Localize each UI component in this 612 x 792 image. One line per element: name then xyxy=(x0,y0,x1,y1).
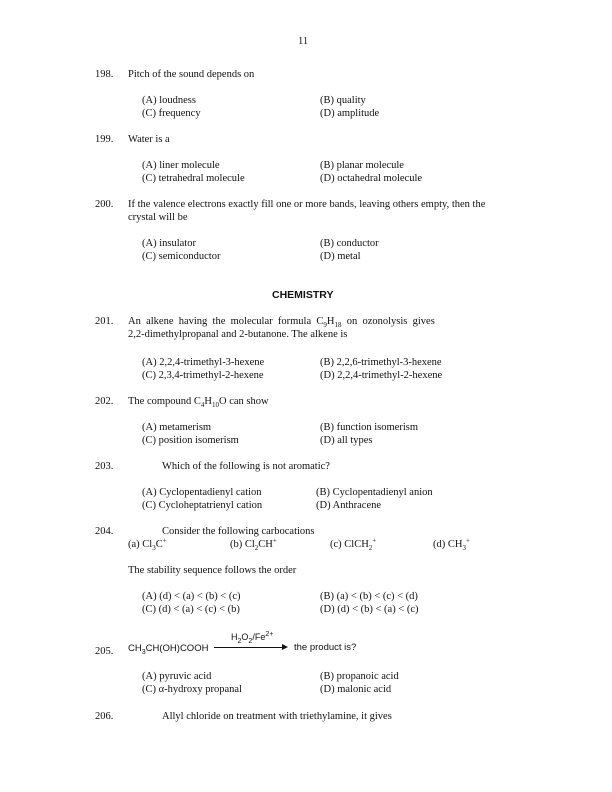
question-text: Pitch of the sound depends on xyxy=(128,69,255,80)
carbocation-a xyxy=(128,538,167,551)
option-d: (D) malonic acid xyxy=(320,684,392,695)
subscript: 3 xyxy=(462,544,466,553)
option-b: (B) 2,2,6-trimethyl-3-hexene xyxy=(320,357,442,368)
option-b: (B) Cyclopentadienyl anion xyxy=(316,487,433,498)
option-c: (C) 2,3,4-trimethyl-2-hexene xyxy=(142,370,264,381)
option-a: (A) metamerism xyxy=(142,422,212,433)
option-d: (D) all types xyxy=(320,435,373,446)
superscript: + xyxy=(465,536,470,545)
question-number: 200. xyxy=(95,199,114,210)
option-d: (D) 2,2,4-trimethyl-2-hexene xyxy=(320,370,443,381)
option-d: (D) amplitude xyxy=(320,108,380,119)
question-text: Which of the following is not aromatic? xyxy=(162,461,330,472)
option-d: (D) Anthracene xyxy=(316,500,382,511)
question-number: 201. xyxy=(95,316,114,327)
subscript: 9 xyxy=(323,321,327,330)
question-number: 203. xyxy=(95,461,114,472)
text-segment: The compound C xyxy=(128,396,201,407)
option-a: (A) pyruvic acid xyxy=(142,671,212,682)
question-text-line2: crystal will be xyxy=(128,212,188,223)
question-text-line2: 2,2-dimethylpropanal and 2-butanone. The alkene is xyxy=(128,329,348,340)
section-heading: CHEMISTRY xyxy=(272,289,334,301)
option-a: (A) Cyclopentadienyl cation xyxy=(142,487,262,498)
text-segment: CH xyxy=(258,539,273,550)
carbocation-d xyxy=(433,538,470,551)
option-c: (C) (d) < (a) < (c) < (b) xyxy=(142,604,240,615)
text-segment: on ozonolysis gives xyxy=(341,316,435,327)
text-segment: O can show xyxy=(219,396,269,407)
subscript: 3 xyxy=(141,648,146,656)
superscript: + xyxy=(162,536,167,545)
option-a: (A) loudness xyxy=(142,95,196,106)
question-text-line1: If the valence electrons exactly fill one or more bands, leaving others empty, then the xyxy=(128,199,486,210)
subscript: 18 xyxy=(334,321,342,330)
subscript: 3 xyxy=(152,544,156,553)
reaction-arrow-line xyxy=(214,647,282,648)
question-number: 199. xyxy=(95,134,114,145)
option-a: (A) insulator xyxy=(142,238,196,249)
question-text: Consider the following carbocations xyxy=(162,526,315,537)
text-segment: An alkene having the molecular formula C xyxy=(128,316,324,327)
option-a: (A) liner molecule xyxy=(142,160,220,171)
superscript: + xyxy=(372,536,377,545)
question-text-line1 xyxy=(128,315,520,328)
question-number: 198. xyxy=(95,69,114,80)
carbocation-b xyxy=(230,538,277,551)
text-segment: CH(OH)COOH xyxy=(145,643,209,654)
subscript: 4 xyxy=(200,401,205,410)
reaction-arrow-head xyxy=(282,644,288,650)
text-segment: (c) ClCH xyxy=(330,539,369,550)
option-b: (B) conductor xyxy=(320,238,379,249)
option-b: (B) propanoic acid xyxy=(320,671,399,682)
option-c: (C) tetrahedral molecule xyxy=(142,173,245,184)
text-segment: (d) CH xyxy=(433,539,463,550)
text-segment: CH xyxy=(128,643,142,654)
text-segment: (b) Cl xyxy=(230,539,255,550)
option-b: (B) function isomerism xyxy=(320,422,418,433)
text-segment: /Fe xyxy=(252,632,266,642)
reactant-formula xyxy=(128,642,208,655)
question-number: 204. xyxy=(95,526,114,537)
text-segment: H xyxy=(231,632,238,642)
carbocation-c xyxy=(330,538,376,551)
subscript: 10 xyxy=(212,401,219,410)
superscript: + xyxy=(272,536,277,545)
option-b: (B) (a) < (b) < (c) < (d) xyxy=(320,591,418,602)
option-b: (B) quality xyxy=(320,95,366,106)
question-text xyxy=(128,395,269,408)
option-d: (D) octahedral molecule xyxy=(320,173,423,184)
text-segment: H xyxy=(204,396,212,407)
option-d: (D) (d) < (b) < (a) < (c) xyxy=(320,604,419,615)
question-number: 205. xyxy=(95,646,114,657)
text-segment: (a) Cl xyxy=(128,539,153,550)
subscript: 2 xyxy=(254,544,259,553)
page-number: 11 xyxy=(298,36,309,47)
subscript: 2 xyxy=(237,637,242,645)
question-number: 202. xyxy=(95,396,114,407)
option-a: (A) (d) < (a) < (b) < (c) xyxy=(142,591,241,602)
text-segment: O xyxy=(241,632,249,642)
question-text: Allyl chloride on treatment with triethylamine, it gives xyxy=(162,711,392,722)
option-c: (C) α-hydroxy propanal xyxy=(142,684,242,695)
product-text: the product is? xyxy=(294,642,357,653)
subscript: 2 xyxy=(248,637,253,645)
reagent-label xyxy=(231,631,273,644)
option-c: (C) position isomerism xyxy=(142,435,239,446)
option-b: (B) planar molecule xyxy=(320,160,404,171)
option-c: (C) Cycloheptatrienyl cation xyxy=(142,500,263,511)
text-segment: H xyxy=(326,316,335,327)
question-number: 206. xyxy=(95,711,114,722)
question-text: Water is a xyxy=(128,134,170,145)
text-segment: C xyxy=(155,539,163,550)
option-c: (C) frequency xyxy=(142,108,201,119)
option-a: (A) 2,2,4-trimethyl-3-hexene xyxy=(142,357,265,368)
option-c: (C) semiconductor xyxy=(142,251,221,262)
subscript: 2 xyxy=(368,544,373,553)
question-text-2: The stability sequence follows the order xyxy=(128,565,297,576)
option-d: (D) metal xyxy=(320,251,361,262)
superscript: 2+ xyxy=(265,631,274,638)
